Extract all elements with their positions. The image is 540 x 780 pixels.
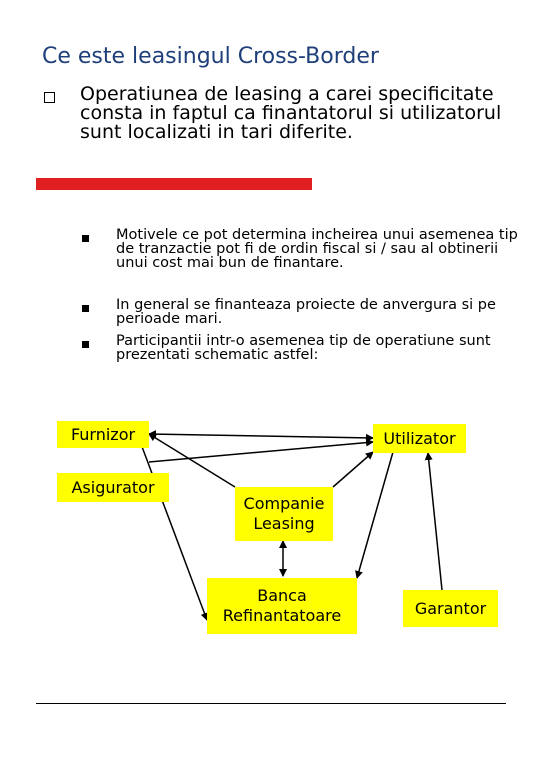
node-asigurator: Asigurator — [57, 473, 169, 502]
node-utilizator: Utilizator — [373, 424, 466, 453]
arrow-furnizor-utilizator — [149, 434, 373, 438]
node-garantor: Garantor — [403, 590, 498, 627]
arrow-companie-utilizator — [333, 452, 373, 487]
divider — [36, 703, 506, 704]
sub-bullet-text-1: Motivele ce pot determina incheirea unui asemenea tip de tranzactie pot fi de ordin fiscal si / sau al obtinerii unui cost mai bun de finantare. — [116, 227, 518, 271]
arrow-utilizator-banca — [357, 452, 393, 578]
arrow-furnizor-banca — [141, 444, 207, 620]
arrow-asigurator-utilizator — [149, 442, 373, 462]
node-furnizor: Furnizor — [57, 421, 149, 448]
main-bullet-text: Operatiunea de leasing a carei specificitate consta in faptul ca finantatorul si utilizatorul sunt localizati in tari diferite. — [80, 83, 502, 143]
slide-title: Ce este leasingul Cross-Border — [42, 44, 379, 69]
node-banca-refinantatoare: Banca Refinantatoare — [207, 578, 357, 634]
sub-bullet-text-2: In general se finanteaza proiecte de anvergura si pe perioade mari. — [116, 297, 496, 327]
node-companie-leasing: Companie Leasing — [235, 487, 333, 541]
sub-bullet-text-3: Participantii intr-o asemenea tip de operatiune sunt prezentati schematic astfel: — [116, 333, 491, 363]
arrow-garantor-utilizator — [428, 453, 442, 590]
